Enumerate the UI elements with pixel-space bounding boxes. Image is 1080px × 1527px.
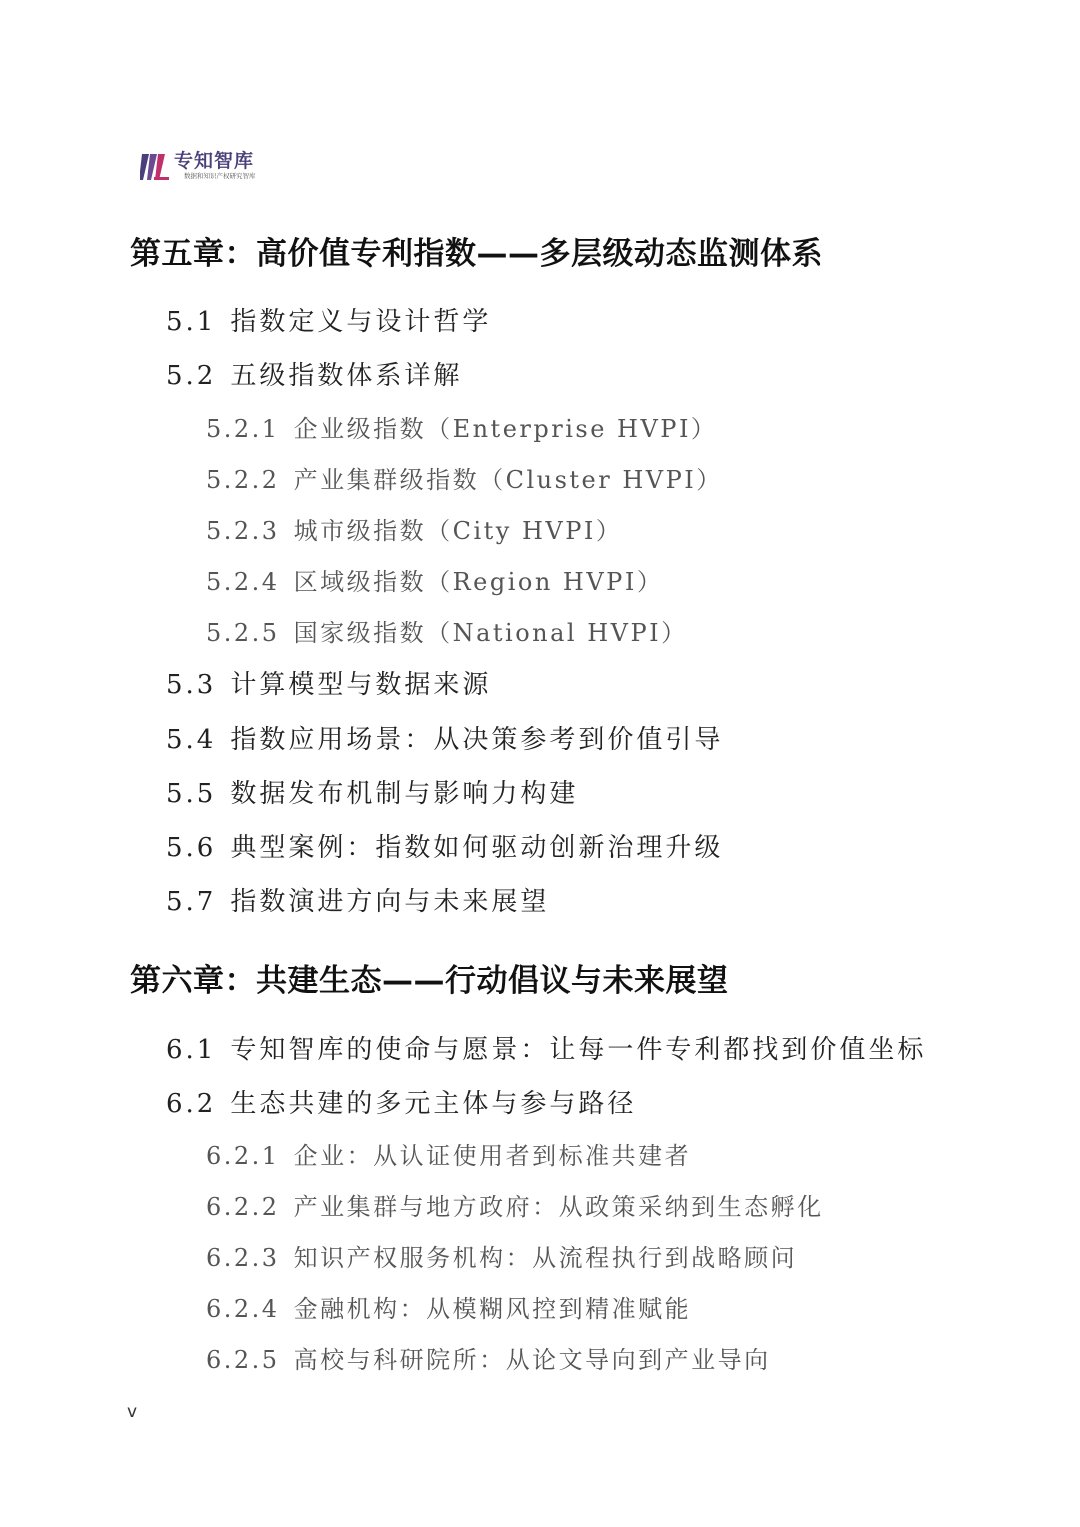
toc-entry-5-6[interactable]: [166, 827, 723, 864]
toc-title: 指数定义与设计哲学: [230, 307, 492, 337]
toc-title: 五级指数体系详解: [230, 361, 463, 391]
toc-entry-5-2-5[interactable]: [206, 613, 688, 648]
toc-number: 5.1: [166, 307, 217, 337]
toc-title: 高校与科研院所：从论文导向到产业导向: [293, 1346, 771, 1374]
toc-number: 5.5: [166, 779, 217, 809]
toc-entry-5-2[interactable]: [166, 355, 462, 392]
toc-title: 知识产权服务机构：从流程执行到战略顾问: [293, 1244, 798, 1272]
toc-number: 6.2.5: [206, 1346, 280, 1374]
toc-number: 6.2: [166, 1089, 217, 1119]
toc-number: 5.2.2: [206, 466, 280, 494]
toc-entry-5-2-3[interactable]: [206, 511, 622, 546]
toc-number: 6.1: [166, 1035, 217, 1065]
toc-number: 5.4: [166, 725, 217, 755]
toc-number: 5.7: [166, 887, 217, 917]
toc-entry-5-5[interactable]: [166, 773, 578, 810]
toc-title: 生态共建的多元主体与参与路径: [230, 1089, 637, 1119]
chapter-6-heading: 第六章：共建生态——行动倡议与未来展望: [130, 963, 729, 999]
toc-entry-5-2-1[interactable]: [206, 409, 717, 444]
toc-entry-6-2-1[interactable]: [206, 1136, 691, 1171]
toc-number: 5.2: [166, 361, 217, 391]
toc-title: 计算模型与数据来源: [230, 670, 492, 700]
toc-number: 6.2.3: [206, 1244, 280, 1272]
toc-number: 6.2.4: [206, 1295, 280, 1323]
toc-title: 指数应用场景：从决策参考到价值引导: [230, 725, 724, 755]
toc-title: 金融机构：从模糊风控到精准赋能: [293, 1295, 692, 1323]
toc-title: 产业集群级指数（Cluster HVPI）: [293, 466, 723, 494]
toc-title: 企业级指数（Enterprise HVPI）: [293, 415, 718, 443]
logo-text: [174, 150, 256, 181]
toc-title: 城市级指数（City HVPI）: [293, 517, 623, 545]
toc-entry-6-2-4[interactable]: [206, 1289, 691, 1324]
toc-number: 5.3: [166, 670, 217, 700]
chapter-5-heading: 第五章：高价值专利指数——多层级动态监测体系: [130, 236, 823, 272]
toc-entry-5-2-2[interactable]: [206, 460, 723, 495]
logo-subtitle: 数据和知识产权研究智库: [184, 172, 256, 180]
toc-title: 专知智库的使命与愿景：让每一件专利都找到价值坐标: [230, 1035, 927, 1065]
toc-entry-6-1[interactable]: [166, 1029, 926, 1066]
page-number: v: [127, 1402, 138, 1422]
toc-entry-6-2[interactable]: [166, 1083, 636, 1120]
toc-title: 国家级指数（National HVPI）: [293, 619, 688, 647]
toc-number: 5.2.5: [206, 619, 280, 647]
toc-title: 指数演进方向与未来展望: [230, 887, 550, 917]
toc-entry-5-7[interactable]: [166, 881, 549, 918]
toc-entry-6-2-2[interactable]: [206, 1187, 824, 1222]
toc-entry-6-2-3[interactable]: [206, 1238, 797, 1273]
toc-number: 5.6: [166, 833, 217, 863]
toc-number: 5.2.1: [206, 415, 280, 443]
toc-title: 数据发布机制与影响力构建: [230, 779, 579, 809]
toc-number: 6.2.2: [206, 1193, 280, 1221]
logo-name: 专知智库: [174, 150, 255, 172]
logo-mark-icon: [140, 150, 170, 184]
toc-title: 产业集群与地方政府：从政策采纳到生态孵化: [293, 1193, 824, 1221]
toc-entry-5-3[interactable]: [166, 664, 491, 701]
toc-number: 6.2.1: [206, 1142, 280, 1170]
toc-number: 5.2.4: [206, 568, 280, 596]
toc-title: 典型案例：指数如何驱动创新治理升级: [230, 833, 724, 863]
toc-title: 区域级指数（Region HVPI）: [293, 568, 664, 596]
toc-title: 企业：从认证使用者到标准共建者: [293, 1142, 692, 1170]
toc-entry-6-2-5[interactable]: [206, 1340, 771, 1375]
toc-entry-5-1[interactable]: [166, 301, 491, 338]
toc-entry-5-2-4[interactable]: [206, 562, 663, 597]
toc-number: 5.2.3: [206, 517, 280, 545]
logo: [140, 150, 256, 184]
toc-entry-5-4[interactable]: [166, 719, 723, 756]
